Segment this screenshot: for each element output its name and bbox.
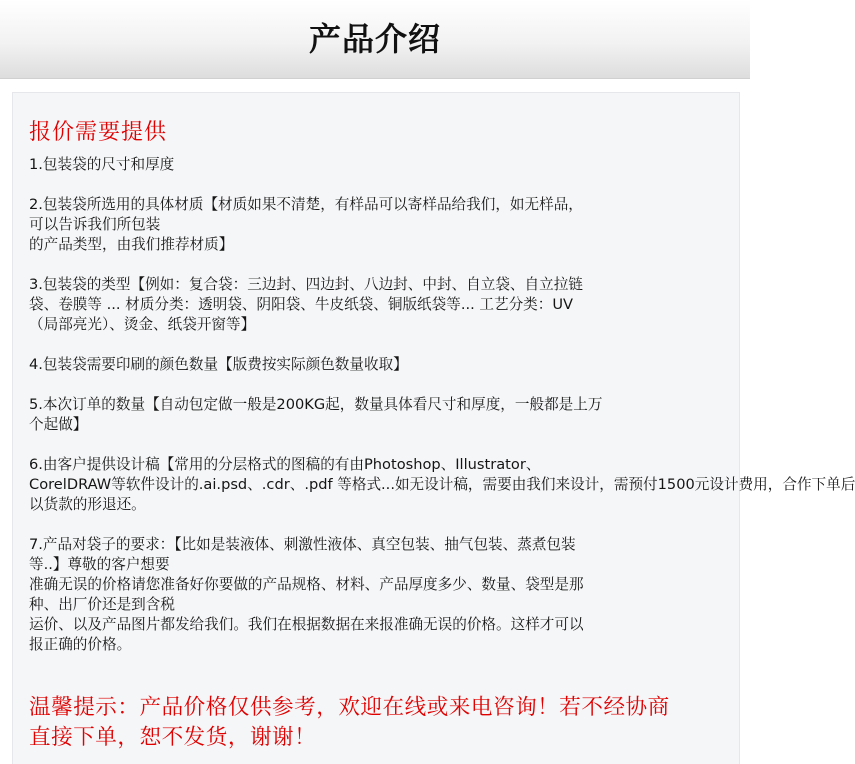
requirement-item-6: [29, 455, 855, 515]
requirement-3-line-3: （局部亮光）、烫金、纸袋开窗等】: [29, 316, 256, 333]
requirement-5-line-2: 个起做】: [29, 416, 88, 433]
requirement-item-1: [29, 155, 725, 175]
requirement-2-line-1: 2.包装袋所选用的具体材质【材质如果不清楚，有样品可以寄样品给我们，如无样品，: [29, 196, 583, 213]
requirement-5-line-1: 5.本次订单的数量【自动包定做一般是200KG起，数量具体看尺寸和厚度，一般都是上万: [29, 396, 603, 413]
requirement-1-line-1: 1.包装袋的尺寸和厚度: [29, 156, 175, 173]
section-title: 报价需要提供: [29, 120, 168, 145]
requirement-item-5: [29, 395, 725, 435]
requirement-6-line-3: 以货款的形退还。: [29, 496, 146, 513]
requirement-6-line-1: 6.由客户提供设计稿【常用的分层格式的图稿的有由Photoshop、Illustrator、: [29, 456, 541, 473]
warm-notice: [29, 693, 729, 753]
requirement-7-line-4: 种、出厂价还是到含税: [29, 596, 175, 613]
requirement-4-line-1: 4.包装袋需要印刷的颜色数量【版费按实际颜色数量收取】: [29, 356, 408, 373]
requirement-item-4: [29, 355, 725, 375]
requirements-list: [29, 155, 855, 675]
requirement-7-line-1: 7.产品对袋子的要求：【比如是装液体、刺激性液体、真空包装、抽气包装、蒸煮包装: [29, 536, 576, 553]
requirement-7-line-6: 报正确的价格。: [29, 636, 132, 653]
page-title: 产品介绍: [308, 20, 441, 58]
requirement-3-line-2: 袋、卷膜等 ... 材质分类：透明袋、阴阳袋、牛皮纸袋、铜版纸袋等... 工艺分类：UV: [29, 296, 574, 313]
requirement-item-2: [29, 195, 725, 255]
quote-info-panel: [12, 92, 855, 764]
requirement-2-line-2: 可以告诉我们所包装: [29, 216, 161, 233]
requirement-2-line-3: 的产品类型，由我们推荐材质】: [29, 236, 234, 253]
requirement-3-line-1: 3.包装袋的类型【例如：复合袋：三边封、四边封、八边封、中封、自立袋、自立拉链: [29, 276, 583, 293]
requirement-7-line-2: 等..】尊敬的客户想要: [29, 556, 170, 573]
requirement-item-7: [29, 535, 725, 655]
warm-notice-line-1: 温馨提示：产品价格仅供参考，欢迎在线或来电咨询！若不经协商: [29, 695, 670, 720]
requirement-6-line-2: CorelDRAW等软件设计的.ai.psd、.cdr、.pdf 等格式...如无设计稿，需要由我们来设计，需预付1500元设计费用，合作下单后: [29, 476, 855, 493]
requirement-7-line-3: 准确无误的价格请您准备好你要做的产品规格、材料、产品厚度多少、数量、袋型是那: [29, 576, 584, 593]
requirement-item-3: [29, 275, 725, 335]
requirement-7-line-5: 运价、以及产品图片都发给我们。我们在根据数据在来报准确无误的价格。这样才可以: [29, 616, 584, 633]
header-banner: [0, 0, 750, 79]
warm-notice-line-2: 直接下单，恕不发货，谢谢！: [29, 725, 317, 750]
